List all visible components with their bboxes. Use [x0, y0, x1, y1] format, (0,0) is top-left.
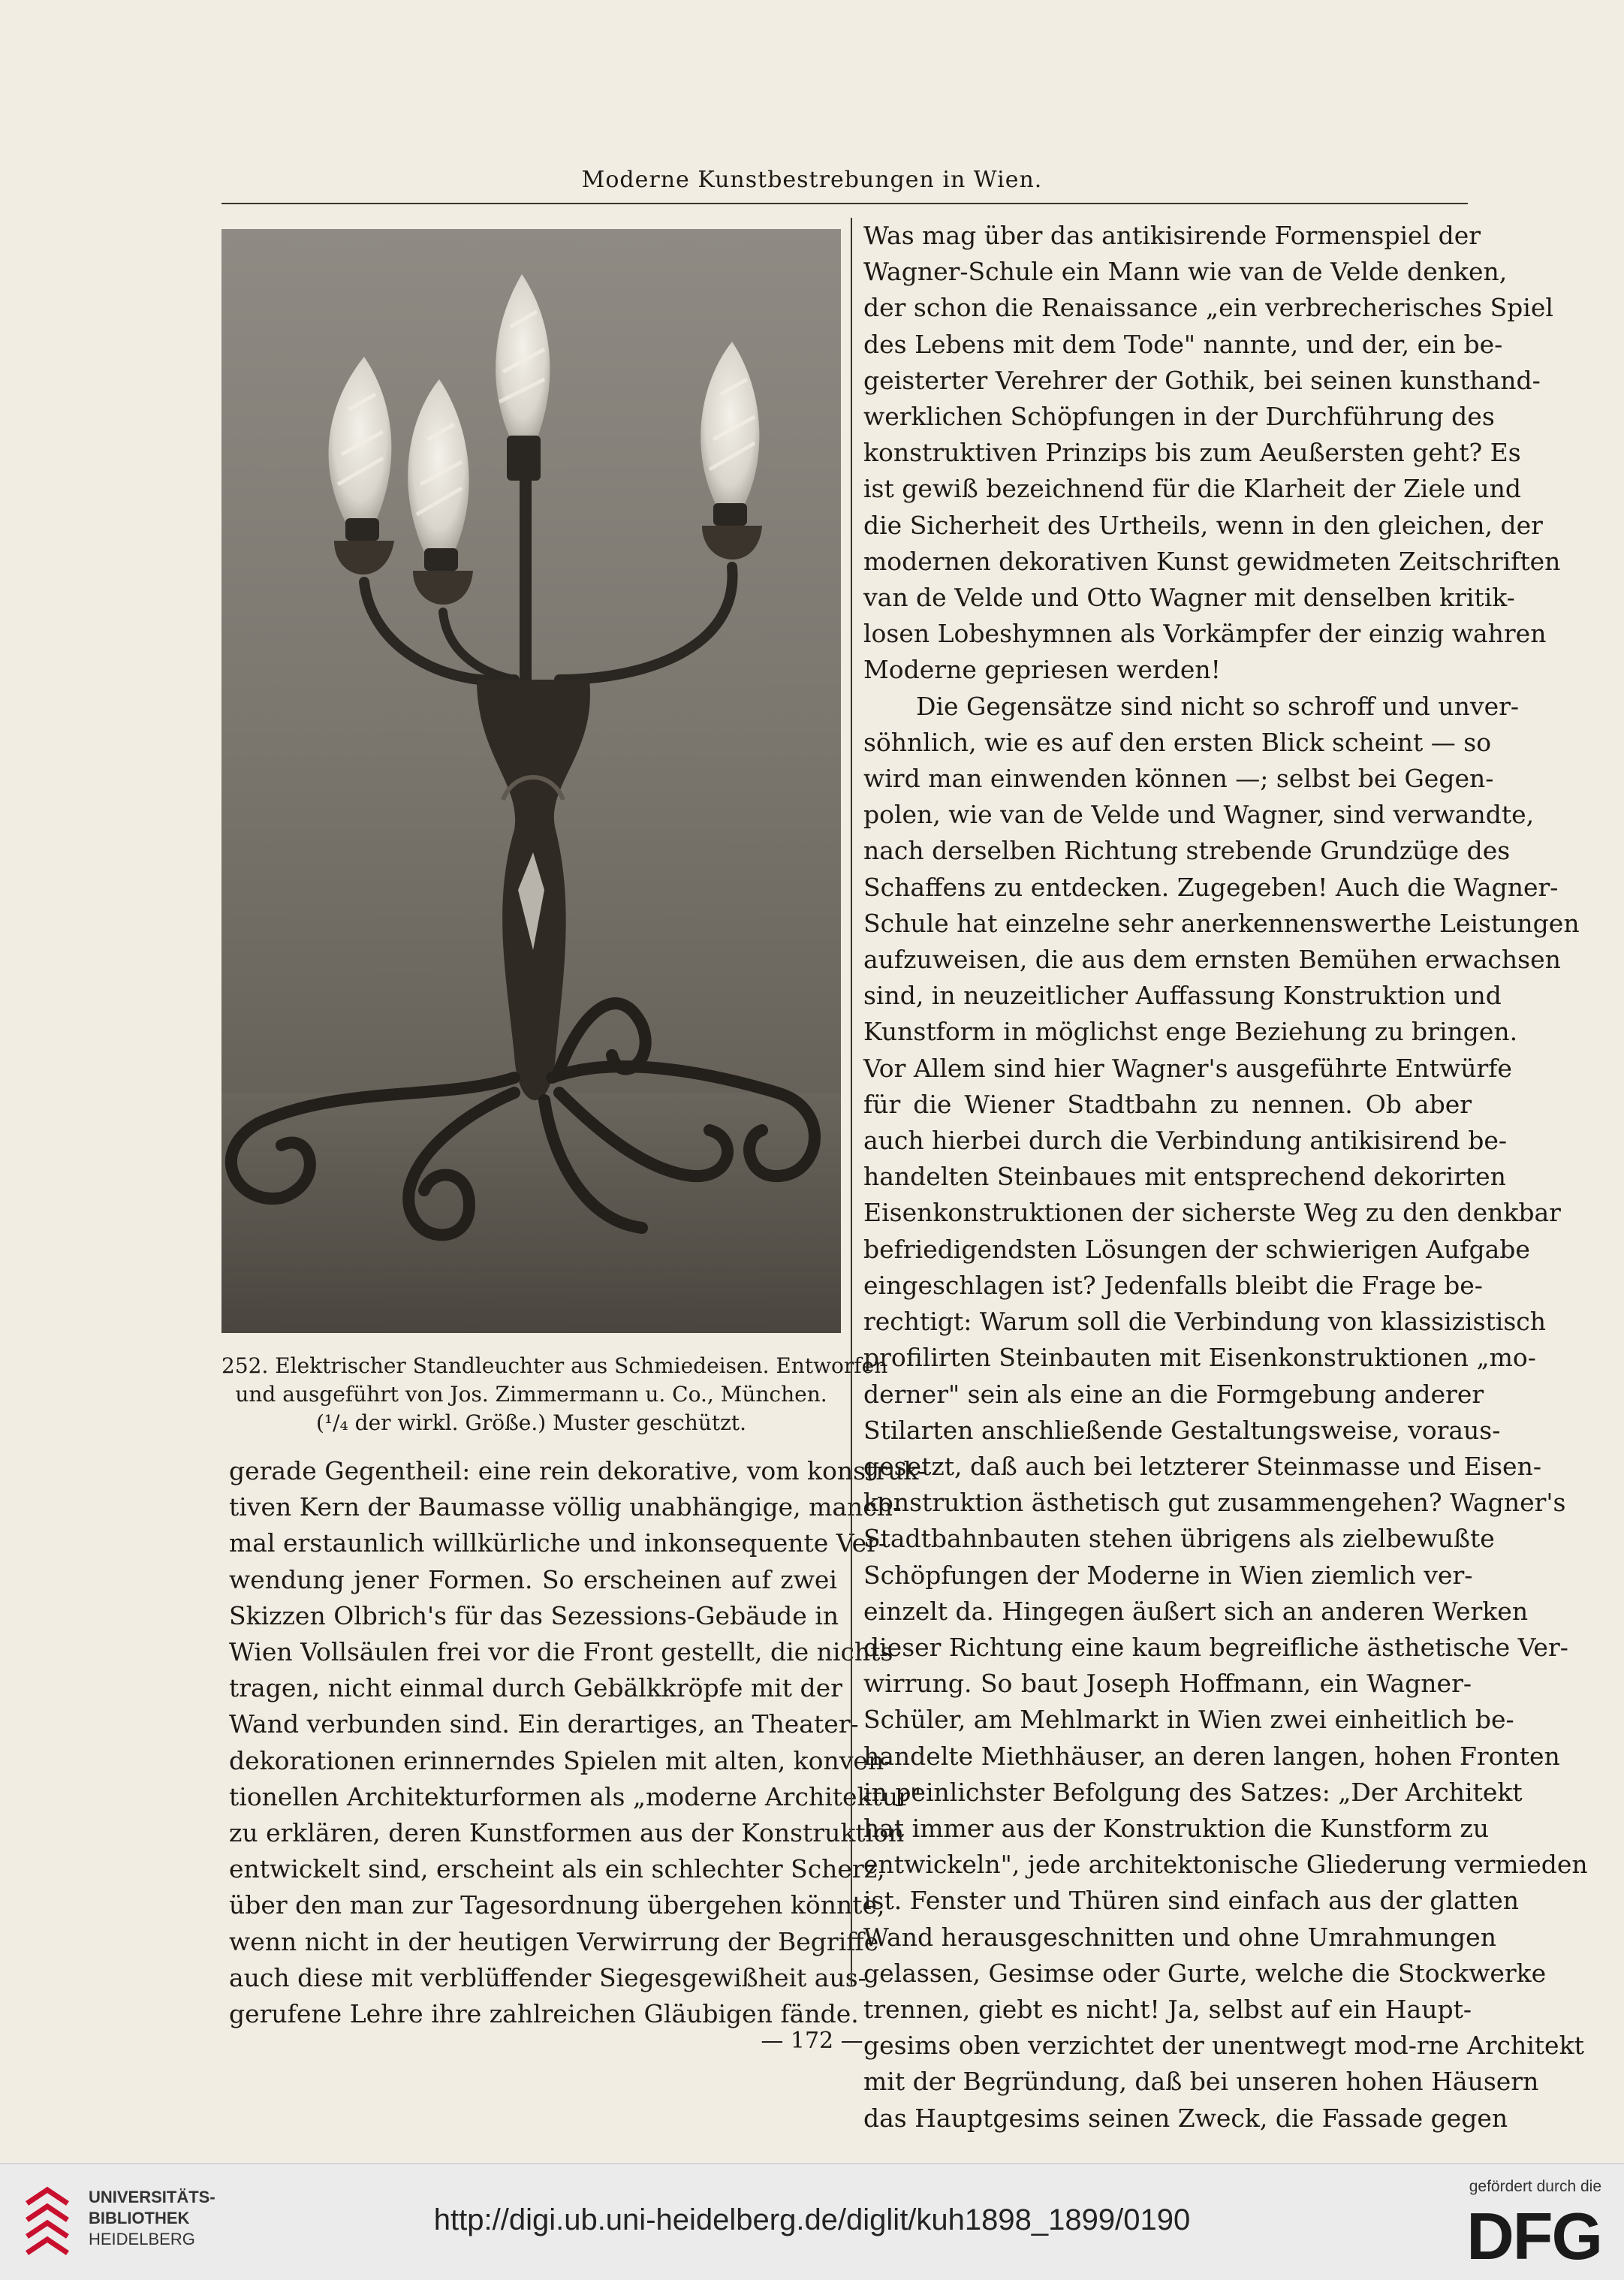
text-line: hat immer aus der Konstruktion die Kunstform zu	[863, 1813, 1490, 1843]
right-text-column	[863, 218, 1588, 2137]
text-line: geisterter Verehrer der Gothik, bei seinen kunsthand-	[863, 365, 1541, 395]
text-line: sind, in neuzeitlicher Auffassung Konstruktion und	[863, 981, 1502, 1011]
running-title: Moderne Kunstbestrebungen in Wien.	[581, 167, 1043, 193]
text-line: das Hauptgesims seinen Zweck, die Fassade gegen	[863, 2103, 1508, 2133]
text-line: wirrung. So baut Joseph Hoffmann, ein Wagner-	[863, 1669, 1472, 1699]
text-line: Stilarten anschließende Gestaltungsweise, voraus-	[863, 1415, 1501, 1445]
text-line: ist gewiß bezeichnend für die Klarheit der Ziele und	[863, 474, 1522, 504]
text-line: tionellen Architekturformen als „moderne Architektur"	[229, 1781, 922, 1811]
caption-line: und ausgeführt von Jos. Zimmermann u. Co., München.	[235, 1382, 827, 1407]
text-line: Schüler, am Mehlmarkt in Wien zwei einheitlich be-	[863, 1705, 1514, 1735]
text-line: einzelt da. Hingegen äußert sich an anderen Werken	[863, 1596, 1529, 1626]
text-line: ist. Fenster und Thüren sind einfach aus der glatten	[863, 1886, 1520, 1916]
digitization-footer	[0, 2163, 1624, 2280]
text-line: eingeschlagen ist? Jedenfalls bleibt die Frage be-	[863, 1270, 1483, 1300]
library-name-line: BIBLIOTHEK	[89, 2209, 190, 2227]
text-line: gesetzt, daß auch bei letzterer Steinmasse und Eisen-	[863, 1451, 1541, 1481]
lamp-photograph	[221, 229, 841, 1333]
text-line: tiven Kern der Baumasse völlig unabhängige, manch-	[229, 1492, 902, 1522]
text-line: van de Velde und Otto Wagner mit denselben kritik-	[863, 583, 1515, 613]
text-line: rechtigt: Warum soll die Verbindung von klassizistisch	[863, 1307, 1547, 1337]
paragraph-1	[863, 218, 1561, 689]
funding-label: gefördert durch die	[1469, 2178, 1601, 2195]
text-line: Eisenkonstruktionen der sicherste Weg zu den denkbar	[863, 1198, 1561, 1228]
figure-caption	[221, 1352, 888, 1437]
text-line: söhnlich, wie es auf den ersten Blick scheint — so	[863, 727, 1492, 757]
caption-line: 252. Elektrischer Standleuchter aus Schmiedeisen. Entworfen	[221, 1353, 888, 1378]
text-line: gerufene Lehre ihre zahlreichen Gläubigen fände.	[229, 1999, 859, 2029]
text-line: über den man zur Tagesordnung übergehen könnte,	[229, 1890, 885, 1920]
text-line: Schule hat einzelne sehr anerkennenswerthe Leistungen	[863, 908, 1580, 938]
text-line: handelte Miethhäuser, an deren langen, hohen Fronten	[863, 1741, 1560, 1771]
library-name-line: UNIVERSITÄTS-	[89, 2188, 215, 2206]
text-line: Die Gegensätze sind nicht so schroff und unver-	[916, 691, 1520, 721]
text-line: des Lebens mit dem Tode" nannte, und der, ein be-	[863, 329, 1503, 359]
text-line: wenn nicht in der heutigen Verwirrung der Begriffe	[229, 1926, 879, 1956]
text-line: trennen, giebt es nicht! Ja, selbst auf ein Haupt-	[863, 1994, 1472, 2024]
text-line: befriedigendsten Lösungen der schwierigen Aufgabe	[863, 1234, 1530, 1264]
text-line: auch hierbei durch die Verbindung antikisirend be-	[863, 1126, 1508, 1156]
text-line: konstruktion ästhetisch gut zusammengehen? Wagner's	[863, 1488, 1566, 1518]
column-rule	[851, 218, 852, 1986]
paragraph-2	[863, 689, 1588, 2137]
text-line: wendung jener Formen. So erscheinen auf zwei	[229, 1564, 837, 1594]
text-line: werklichen Schöpfungen in der Durchführung des	[863, 402, 1495, 432]
text-line: zu erklären, deren Kunstformen aus der Konstruktion	[229, 1818, 905, 1848]
text-line: die Sicherheit des Urtheils, wenn in den gleichen, der	[863, 510, 1543, 540]
text-line: mit der Begründung, daß bei unseren hohen Häusern	[863, 2067, 1539, 2097]
text-line: für die Wiener Stadtbahn zu nennen. Ob aber	[863, 1089, 1472, 1119]
text-line: dieser Richtung eine kaum begreifliche ästhetische Ver-	[863, 1632, 1568, 1662]
left-text-column	[229, 1453, 926, 2032]
text-line: Schaffens zu entdecken. Zugegeben! Auch die Wagner-	[863, 872, 1559, 902]
header-rule	[221, 203, 1468, 204]
text-line: Vor Allem sind hier Wagner's ausgeführte Entwürfe	[863, 1053, 1512, 1083]
caption-line: (¹/₄ der wirkl. Größe.) Muster geschützt.	[315, 1410, 747, 1435]
page-number: — 172 —	[761, 2028, 863, 2054]
dfg-logo[interactable]: DFG	[1466, 2199, 1601, 2273]
text-line: tragen, nicht einmal durch Gebälkkröpfe mit der	[229, 1673, 842, 1703]
text-line: auch diese mit verblüffender Siegesgewißheit aus-	[229, 1962, 866, 1992]
text-line: dekorationen erinnerndes Spielen mit alten, konven-	[229, 1745, 893, 1775]
text-line: in peinlichster Befolgung des Satzes: „Der Architekt	[863, 1777, 1523, 1807]
text-line: handelten Steinbaues mit entsprechend dekorirten	[863, 1162, 1506, 1192]
text-line: Was mag über das antikisirende Formenspiel der	[863, 221, 1481, 250]
text-line: nach derselben Richtung strebende Grundzüge des	[863, 836, 1511, 866]
text-line: Wand verbunden sind. Ein derartiges, an Theater-	[229, 1709, 859, 1739]
text-line: Wand herausgeschnitten und ohne Umrahmungen	[863, 1922, 1496, 1952]
text-line: Wien Vollsäulen frei vor die Front gestellt, die nichts	[229, 1637, 893, 1667]
text-line: polen, wie van de Velde und Wagner, sind verwandte,	[863, 800, 1535, 830]
text-line: gesims oben verzichtet der unentwegt mod-rne Architekt	[863, 2031, 1584, 2061]
permalink-url[interactable]: http://digi.ub.uni-heidelberg.de/diglit/kuh1898_1899/0190	[433, 2203, 1191, 2236]
text-line: gerade Gegentheil: eine rein dekorative, vom konstruk-	[229, 1456, 926, 1485]
text-line: Wagner-Schule ein Mann wie van de Velde denken,	[863, 257, 1508, 287]
text-line: entwickeln", jede architektonische Gliederung vermieden	[863, 1850, 1588, 1880]
text-line: der schon die Renaissance „ein verbrecherisches Spiel	[863, 293, 1553, 323]
text-line: Schöpfungen der Moderne in Wien ziemlich ver-	[863, 1560, 1473, 1590]
candelabra-illustration	[221, 229, 841, 1333]
text-line: profilirten Steinbauten mit Eisenkonstruktionen „mo-	[863, 1343, 1536, 1373]
text-line: losen Lobeshymnen als Vorkämpfer der einzig wahren	[863, 619, 1547, 649]
text-line: Moderne gepriesen werden!	[863, 655, 1221, 685]
text-line: aufzuweisen, die aus dem ernsten Bemühen erwachsen	[863, 945, 1561, 975]
text-line: Stadtbahnbauten stehen übrigens als zielbewußte	[863, 1524, 1495, 1554]
text-line: modernen dekorativen Kunst gewidmeten Zeitschriften	[863, 546, 1561, 576]
text-line: entwickelt sind, erscheint als ein schlechter Scherz,	[229, 1854, 885, 1884]
text-line: mal erstaunlich willkürliche und inkonsequente Ver-	[229, 1528, 887, 1558]
text-line: derner" sein als eine an die Formgebung anderer	[863, 1379, 1484, 1409]
library-name-line: HEIDELBERG	[89, 2230, 195, 2248]
text-line: Kunstform in möglichst enge Beziehung zu bringen.	[863, 1017, 1518, 1047]
text-line: Skizzen Olbrich's für das Sezessions-Gebäude in	[229, 1600, 839, 1630]
text-line: konstruktiven Prinzips bis zum Aeußersten geht? Es	[863, 438, 1521, 468]
text-line: wird man einwenden können —; selbst bei Gegen-	[863, 764, 1494, 794]
text-line: gelassen, Gesimse oder Gurte, welche die Stockwerke	[863, 1958, 1547, 1988]
